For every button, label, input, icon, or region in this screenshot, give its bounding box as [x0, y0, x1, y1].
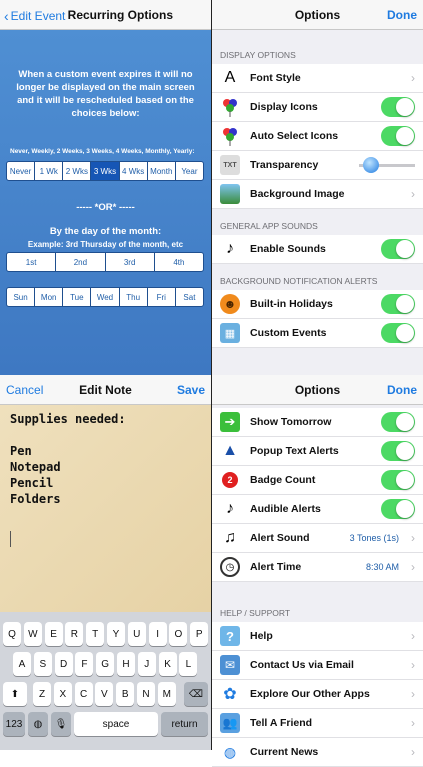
row-label: Built-in Holidays [250, 298, 333, 310]
row-label: Show Tomorrow [250, 416, 332, 428]
row-help[interactable] [212, 622, 423, 651]
chevron-right-icon: › [411, 187, 415, 201]
music-note-icon: ♪ [226, 240, 234, 257]
frequency-never[interactable]: Never [7, 162, 35, 180]
chevron-right-icon: › [411, 629, 415, 643]
key-d[interactable]: D [55, 652, 73, 676]
frequency-year[interactable]: Year [181, 166, 198, 176]
chevron-right-icon: › [411, 560, 415, 574]
text-cursor [10, 531, 11, 547]
recurring-info-text: When a custom event expires it will no longer be displayed on the main screen and it will be rescheduled based on the choices below: [16, 69, 195, 119]
key-c[interactable]: C [75, 682, 93, 706]
recurring-nav-bar [0, 0, 211, 30]
options-nav-bar [212, 375, 423, 405]
week-4th[interactable]: 4th [173, 257, 185, 267]
row-label: Font Style [250, 72, 301, 84]
enable-sounds-toggle[interactable] [381, 239, 415, 259]
row-label: Contact Us via Email [250, 659, 354, 671]
question-mark-icon: ? [220, 626, 240, 646]
audible-alerts-toggle[interactable] [381, 499, 415, 519]
return-key[interactable]: return [161, 712, 208, 736]
recurring-body [0, 30, 211, 375]
key-z[interactable]: Z [33, 682, 51, 706]
row-label: Display Icons [250, 101, 318, 113]
row-label: Background Image [250, 188, 345, 200]
key-v[interactable]: V [95, 682, 113, 706]
options-title: Options [294, 7, 341, 22]
badge-count-toggle[interactable] [381, 470, 415, 490]
badge-icon [220, 470, 240, 490]
frequency-label: Never, Weekly, 2 Weeks, 3 Weeks, 4 Weeks, Monthly, Yearly: [10, 148, 195, 155]
save-button[interactable]: Save [176, 383, 205, 397]
key-w[interactable]: W [24, 622, 42, 646]
row-current-news[interactable] [212, 738, 423, 767]
microphone-icon[interactable]: 🎙 [51, 712, 71, 736]
day-mon[interactable]: Mon [35, 288, 63, 306]
frequency-month[interactable]: Month [148, 162, 176, 180]
slider-knob[interactable] [363, 157, 379, 173]
edit-note-title: Edit Note [79, 382, 132, 397]
row-contact-email[interactable] [212, 651, 423, 680]
key-g[interactable]: G [96, 652, 114, 676]
section-display-options: DISPLAY OPTIONS [220, 50, 296, 60]
row-label: Tell A Friend [250, 717, 313, 729]
week-2nd[interactable]: 2nd [56, 253, 105, 271]
options-screen-top [212, 0, 423, 375]
day-sun[interactable]: Sun [7, 288, 35, 306]
frequency-1wk[interactable]: 1 Wk [35, 162, 63, 180]
chevron-right-icon: › [411, 745, 415, 759]
row-alert-time[interactable] [212, 553, 423, 582]
row-popup-text-alerts [212, 437, 423, 466]
display-icons-toggle[interactable] [381, 97, 415, 117]
row-enable-sounds [212, 235, 423, 264]
row-label: Auto Select Icons [250, 130, 339, 142]
week-of-month-segmented-control [6, 252, 204, 272]
week-3rd[interactable]: 3rd [106, 253, 155, 271]
people-icon: 👥 [220, 713, 240, 733]
row-alert-sound[interactable] [212, 524, 423, 553]
key-r[interactable]: R [65, 622, 83, 646]
key-s[interactable]: S [34, 652, 52, 676]
calendar-icon: ▦ [220, 323, 240, 343]
row-custom-events [212, 319, 423, 348]
pumpkin-icon: ☻ [220, 294, 240, 314]
backspace-key[interactable]: ⌫ [184, 682, 208, 706]
day-sat[interactable]: Sat [183, 292, 196, 302]
day-tue[interactable]: Tue [63, 288, 91, 306]
day-of-month-title: By the day of the month: [49, 226, 162, 237]
alert-sound-value: 3 Tones (1s) [349, 533, 399, 543]
back-label: Edit Event [10, 9, 66, 23]
row-transparency [212, 151, 423, 180]
key-q[interactable]: Q [3, 622, 21, 646]
frequency-4wks[interactable]: 4 Wks [120, 162, 148, 180]
edit-note-nav-bar [0, 375, 211, 405]
options-list-bottom [212, 405, 423, 760]
cancel-button[interactable]: Cancel [6, 383, 44, 397]
auto-select-icons-toggle[interactable] [381, 126, 415, 146]
row-display-icons [212, 93, 423, 122]
key-h[interactable]: H [117, 652, 135, 676]
key-n[interactable]: N [137, 682, 155, 706]
section-notification-alerts: BACKGROUND NOTIFICATION ALERTS [220, 276, 378, 286]
week-1st[interactable]: 1st [7, 253, 56, 271]
row-show-tomorrow [212, 408, 423, 437]
section-general-sounds: GENERAL APP SOUNDS [220, 221, 318, 231]
day-fri[interactable]: Fri [148, 288, 176, 306]
row-font-style[interactable] [212, 64, 423, 93]
chevron-right-icon: › [411, 531, 415, 545]
row-background-image[interactable] [212, 180, 423, 209]
key-m[interactable]: M [158, 682, 176, 706]
recurring-title: Recurring Options [67, 7, 173, 22]
badge-number: 2 [222, 472, 238, 488]
row-label: Alert Sound [250, 532, 310, 544]
recurring-options-screen [0, 0, 211, 375]
key-x[interactable]: X [54, 682, 72, 706]
row-label: Custom Events [250, 327, 327, 339]
frequency-2wks[interactable]: 2 Wks [63, 162, 91, 180]
row-label: Enable Sounds [250, 243, 326, 255]
key-f[interactable]: F [75, 652, 93, 676]
envelope-icon: ✉ [220, 655, 240, 675]
flower-icon: ✿ [223, 686, 237, 703]
key-b[interactable]: B [116, 682, 134, 706]
key-y[interactable]: Y [107, 622, 125, 646]
options-title: Options [294, 382, 341, 397]
row-label: Transparency [250, 159, 319, 171]
day-of-month-label [0, 225, 211, 251]
key-t[interactable]: T [86, 622, 104, 646]
done-button[interactable]: Done [387, 383, 417, 397]
options-nav-bar [212, 0, 423, 30]
row-label: Popup Text Alerts [250, 445, 339, 457]
row-tell-a-friend[interactable] [212, 709, 423, 738]
globe-keyboard-icon[interactable]: ◍ [28, 712, 48, 736]
custom-events-toggle[interactable] [381, 323, 415, 343]
day-thu[interactable]: Thu [120, 288, 148, 306]
alert-time-value: 8:30 AM [365, 562, 399, 572]
day-of-week-segmented-control [6, 287, 204, 307]
note-text-area[interactable] [0, 405, 211, 612]
balloons-icon [220, 126, 240, 146]
row-label: Alert Time [250, 561, 302, 573]
music-note-icon: ♪ [226, 500, 234, 517]
balloons-icon [220, 97, 240, 117]
chevron-right-icon: › [411, 687, 415, 701]
row-built-in-holidays [212, 290, 423, 319]
key-l[interactable]: L [179, 652, 197, 676]
font-a-icon: A [224, 69, 236, 86]
row-label: Current News [250, 746, 319, 758]
edit-note-screen [0, 375, 211, 750]
key-o[interactable]: O [169, 622, 187, 646]
row-explore-apps[interactable] [212, 680, 423, 709]
frequency-segmented-control [6, 161, 204, 181]
chevron-right-icon: › [411, 71, 415, 85]
shift-key[interactable]: ⬆ [3, 682, 27, 706]
key-e[interactable]: E [45, 622, 63, 646]
row-label: Audible Alerts [250, 503, 321, 515]
numbers-key[interactable]: 123 [3, 712, 25, 736]
music-notes-icon: ♫ [224, 529, 236, 546]
space-key[interactable]: space [74, 712, 158, 736]
options-list-top [212, 30, 423, 375]
txt-icon: TXT [220, 155, 240, 175]
key-j[interactable]: J [138, 652, 156, 676]
built-in-holidays-toggle[interactable] [381, 294, 415, 314]
landscape-image-icon [220, 184, 240, 204]
row-auto-select-icons [212, 122, 423, 151]
chevron-right-icon: › [411, 716, 415, 730]
popup-text-alerts-toggle[interactable] [381, 441, 415, 461]
key-a[interactable]: A [13, 652, 31, 676]
transparency-slider[interactable] [359, 164, 415, 167]
key-i[interactable]: I [149, 622, 167, 646]
note-text: Supplies needed: Pen Notepad Pencil Folders [10, 412, 126, 506]
key-u[interactable]: U [128, 622, 146, 646]
row-label: Explore Our Other Apps [250, 688, 370, 700]
clock-icon: ◷ [220, 557, 240, 577]
key-k[interactable]: K [159, 652, 177, 676]
globe-icon: ◍ [223, 743, 237, 760]
row-audible-alerts [212, 495, 423, 524]
key-p[interactable]: P [190, 622, 208, 646]
row-label: Badge Count [250, 474, 316, 486]
or-divider: ----- *OR* ----- [76, 202, 135, 213]
show-tomorrow-toggle[interactable] [381, 412, 415, 432]
options-screen-bottom [212, 375, 423, 760]
chevron-right-icon: › [411, 658, 415, 672]
frequency-3wks[interactable]: 3 Wks [91, 162, 119, 180]
row-label: Help [250, 630, 273, 642]
row-badge-count [212, 466, 423, 495]
section-help-support: HELP / SUPPORT [220, 608, 291, 618]
keyboard [0, 612, 211, 750]
day-of-month-example: Example: 3rd Thursday of the month, etc [27, 240, 184, 249]
day-wed[interactable]: Wed [91, 288, 119, 306]
arrow-right-icon: ➔ [220, 412, 240, 432]
chevron-left-icon: ‹ [4, 8, 9, 24]
done-button[interactable]: Done [387, 8, 417, 22]
warning-triangle-icon: ▲ [222, 442, 238, 459]
